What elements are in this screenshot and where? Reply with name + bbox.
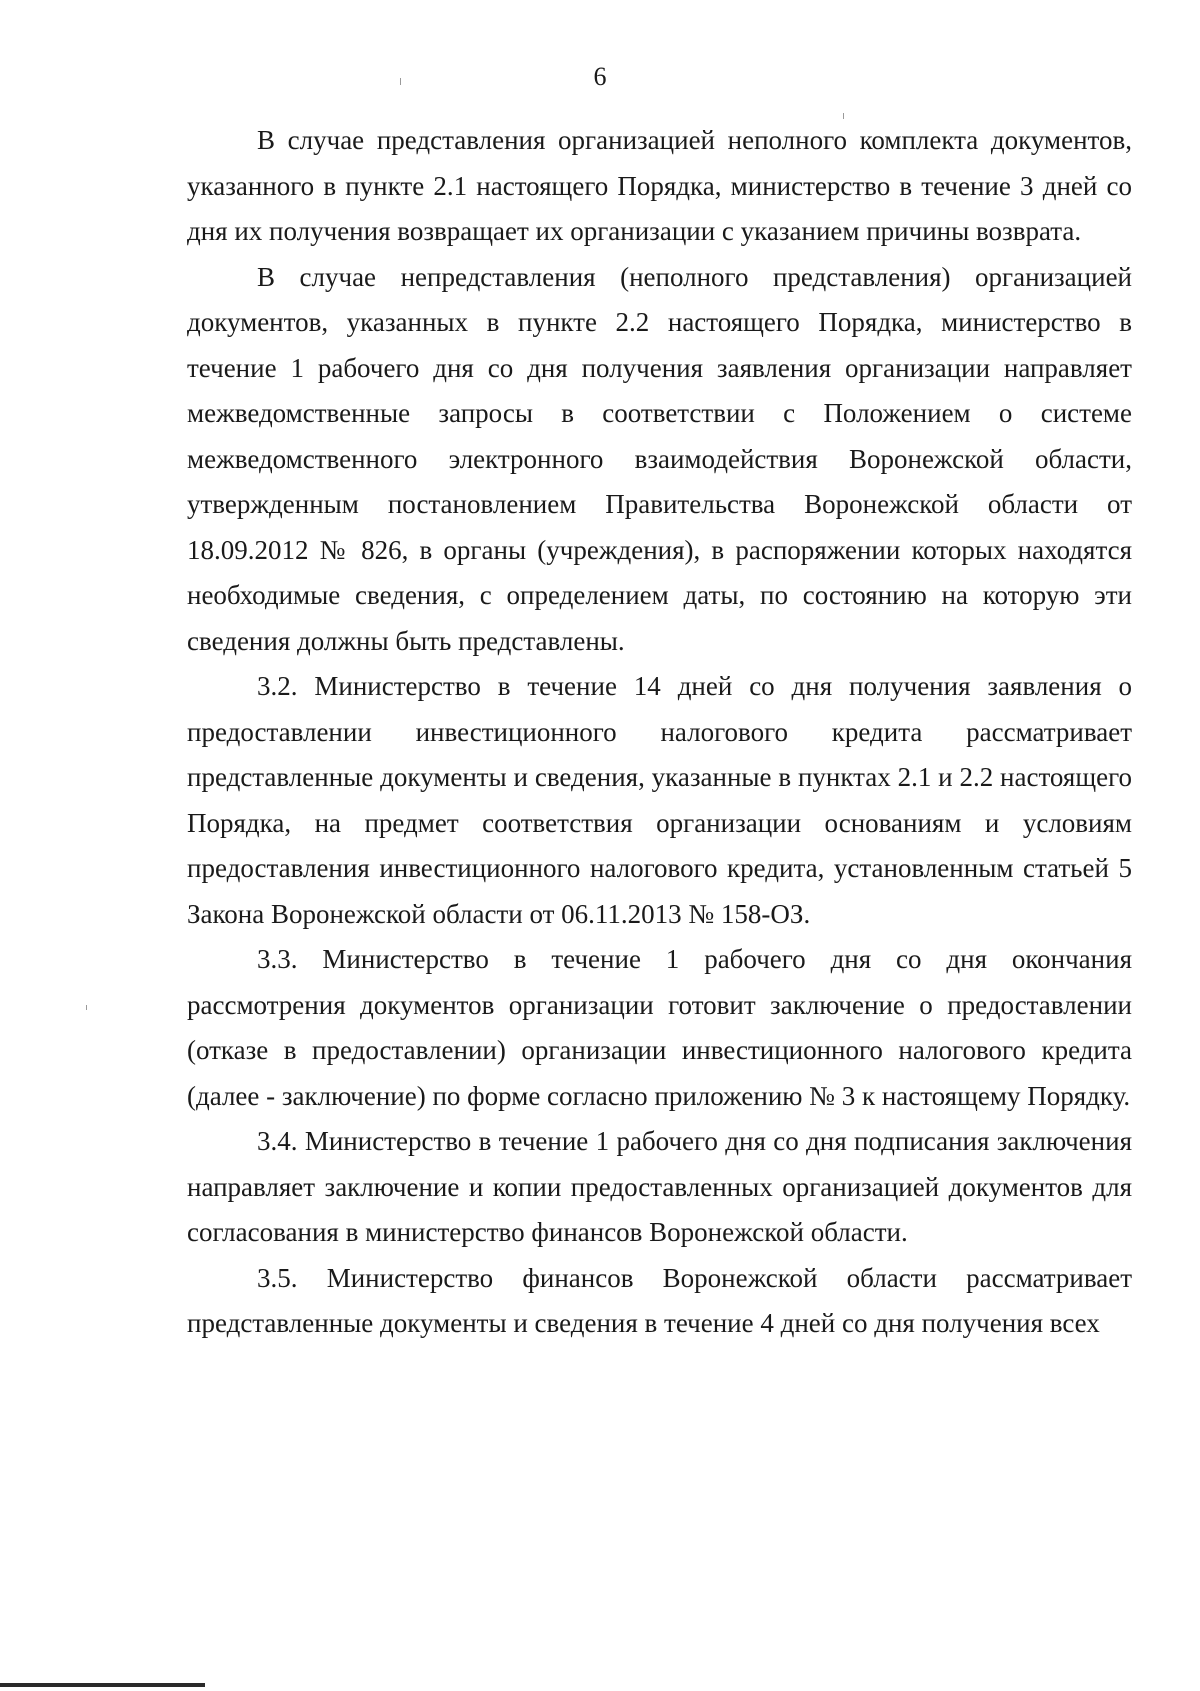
scan-speck [843,113,844,119]
paragraph-3-3: 3.3. Министерство в течение 1 рабочего дня со дня окончания рассмотрения документов организации готовит заключение о предоставлении (отказе в предоставлении) организации инвестиционного налогового кредита (далее - заключение) по форме согласно приложению № 3 к настоящему Порядку. [187,944,1132,1111]
document-body [187,118,1132,1347]
scan-edge-mark [0,1683,205,1687]
paragraph-3-4: 3.4. Министерство в течение 1 рабочего дня со дня подписания заключения направляет заключение и копии предоставленных организацией документов для согласования в министерство финансов Воронежской области. [187,1126,1132,1247]
paragraph-interagency-requests: В случае непредставления (неполного представления) организацией документов, указанных в пункте 2.2 настоящего Порядка, министерство в течение 1 рабочего дня со дня получения заявления организации направляет межведомственные запросы в соответствии с Положением о системе межведомственного электронного взаимодействия Воронежской области, утвержденным постановлением Правительства Воронежской области от 18.09.2012 № 826, в органы (учреждения), в распоряжении которых находятся необходимые сведения, с определением даты, по состоянию на которую эти сведения должны быть представлены. [187,261,1132,656]
paragraph-3-5: 3.5. Министерство финансов Воронежской области рассматривает представленные документы и сведения в течение 4 дней со дня получения всех [187,1262,1132,1338]
scan-speck [86,1005,87,1010]
paragraph-incomplete-documents: В случае представления организацией неполного комплекта документов, указанного в пункте 2.1 настоящего Порядка, министерство в течение 3 дней со дня их получения возвращает их организации с указанием причины возврата. [187,125,1132,246]
paragraph-3-2: 3.2. Министерство в течение 14 дней со дня получения заявления о предоставлении инвестиционного налогового кредита рассматривает представленные документы и сведения, указанные в пунктах 2.1 и 2.2 настоящего Порядка, на предмет соответствия организации основаниям и условиям предоставления инвестиционного налогового кредита, установленным статьей 5 Закона Воронежской области от 06.11.2013 № 158-ОЗ. [187,671,1132,929]
page-number: 6 [593,62,607,91]
scan-speck [400,78,401,85]
